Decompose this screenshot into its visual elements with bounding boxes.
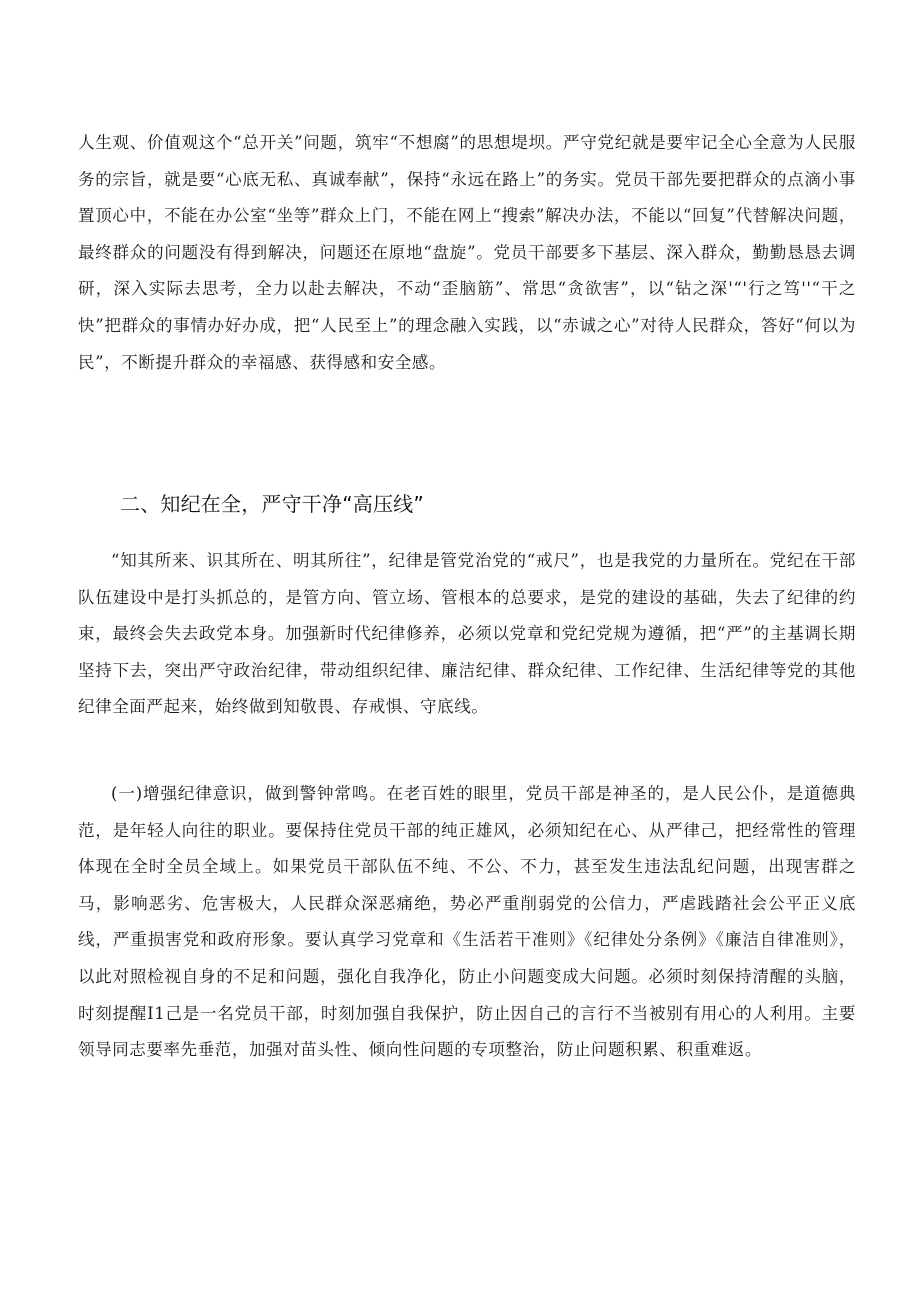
section-heading: 二、知纪在全，严守干净“高压线” — [120, 492, 424, 516]
paragraph-subsection-one: (一)增强纪律意识，做到警钟常鸣。在老百姓的眼里，党员干部是神圣的，是人民公仆，是道德典范，是年轻人向往的职业。要保持住党员干部的纯正雄风，必须知纪在心、从严律己，把经常性的管理体现在全时全员全域上。如果党员干部队伍不纯、不公、不力，甚至发生违法乱纪问题，出现害群之马，影响恶劣、危害极大，人民群众深恶痛绝，势必严重削弱党的公信力，严虐践踏社会公平正义底线，严重损害党和政府形象。要认真学习党章和《生活若干准则》《纪律处分条例》《廉洁自律准则》，以此对照检视自身的不足和问题，强化自我净化，防止小问题变成大问题。必须时刻保持清醒的头脑，时刻提醒I1己是一名党员干部，时刻加强自我保护，防止因自己的言行不当被别有用心的人利用。主要领导同志要率先垂范，加强对苗头性、倾向性问题的专项整治，防止问题积累、积重难返。 — [78, 784, 856, 1060]
paragraph-discipline-intro: “知其所来、识其所在、明其所往”，纪律是管党治党的“戒尺”，也是我党的力量所在。党纪在干部队伍建设中是打头抓总的，是管方向、管立场、管根本的总要求，是党的建设的基础，失去了纪律的约束，最终会失去政党本身。加强新时代纪律修养，必须以党章和党纪党规为遵循，把“严”的主基调长期坚持下去，突出严守政治纪律，带动组织纪律、廉洁纪律、群众纪律、工作纪律、生活纪律等党的其他纪律全面严起来，始终做到知敬畏、存戒惧、守底线。 — [78, 551, 856, 717]
paragraph-continuation: 人生观、价值观这个“总开关”问题，筑牢“不想腐”的思想堤坝。严守党纪就是要牢记全心全意为人民服务的宗旨，就是要“心底无私、真诚奉献”，保持“永远在路上”的务实。党员干部先要把群众的点滴小事置顶心中，不能在办公室“坐等”群众上门，不能在网上“搜索”解决办法，不能以“回复”代替解决问题，最终群众的问题没有得到解决，问题还在原地“盘旋”。党员干部要多下基层、深入群众，勤勤恳恳去调研，深入实际去思考，全力以赴去解决，不动“歪脑筋”、常思“贪欲害”，以“钻之深'“'行之笃''“干之快”把群众的事情办好办成，把“人民至上”的理念融入实践，以“赤诚之心”对待人民群众，答好“何以为民”，不断提升群众的幸福感、获得感和安全感。 — [78, 133, 856, 372]
